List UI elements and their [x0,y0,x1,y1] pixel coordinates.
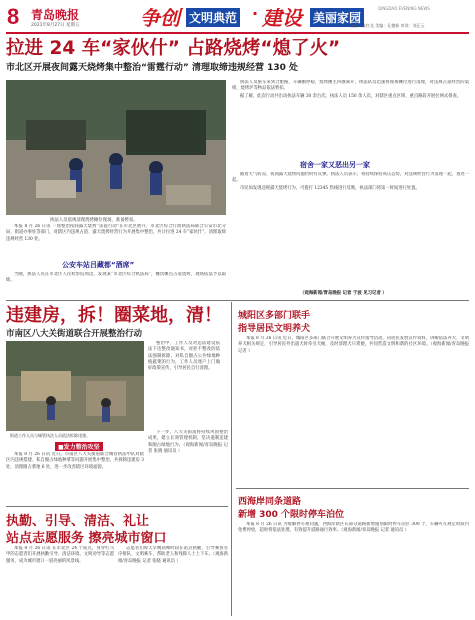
banner-right-a: 建设 [262,6,302,30]
page-number: 8 [7,4,20,29]
story1-subhead: 公安车站吕藏都“酒席” [62,261,135,269]
story2-col3-text: 下一步，八大关街道将持续巩固整治成果，建立长效管理机制，坚决遏制违建和圈占绿地行为。（观海新闻/青岛晚报 记者 张晓 通讯员 ） [148,430,228,454]
vertical-divider [231,302,232,616]
story5-subheadline: 新增 300 个限时停车泊位 [238,510,345,520]
story1-col2-para2: 据了解，此次行动共出动执法车辆 30 余台次，执法人员 150 余人次，对辖区重点区域、重点路段开展拉网式排查。 [240,93,462,99]
story5-headline: 西海岸同条道路 [238,497,302,507]
story2-label: ■发力整治攻坚 [55,442,103,451]
paper-name: 青岛晚报 [31,8,80,22]
story1-intro [6,224,226,256]
story1-col2-para1: 执法人员驱车来到合肥路，车辆刚停稳，烧烤摊主四散离开，执法队员迅速将现场摊位进行清理，对违规占道经营的桌椅、烧烤炉等物品依法暂扣。 [232,80,469,92]
story1-photo [6,80,226,215]
story3-headline: 执勤、引导、清洁、礼让 [6,514,150,529]
story3-col1 [6,546,114,616]
story4-body [238,336,469,486]
banner-sep: · [252,4,259,23]
story1-subheadline: 市北区开展夜间露天烧烤集中整治“雷霆行动” 清理取缔违规经营 130 处 [6,63,299,73]
story2-col2-text: 整治中，工作人员对违法建设依法下达整改通知书，对拒不整改的依法强制拆除。对私自圈占公共绿地种植蔬菜的行为，工作人员逐户上门做好政策宣传，引导居民自行清理。 [148,341,220,372]
story2-subheadline: 市南区八大关街道联合开展整治行动 [6,329,143,339]
story1-photo-caption: 执法人员依规清理烧烤摊位现场，准备暂扣。 [50,218,138,223]
story4-headline: 城阳区多部门联手 [238,311,311,321]
story1-col2-top [232,80,469,160]
story3-col2-text: 志愿者们每天早晚高峰时段在站点执勤，引导乘客有序排队、文明乘车，帮助老人和残障人士上下车。（观海新闻/青岛晚报 记者 张晓 通讯员 ） [118,546,228,564]
story1-para2 [6,272,226,298]
divider-1 [6,300,469,301]
story5-body-text: 本报 8 月 26 日讯 为缓解停车难问题，西海岸新区在部分道路新增施划限时停车泊位 300 个，车辆可在规定时段内免费停放，超时将依法处理，有效提升道路通行效率。（观海新闻/青岛晚报 记者 通讯员 ） [238,522,469,534]
banner-left: 争创 [140,6,180,30]
banner-mid: 文明典范 [186,8,240,27]
story1-para2-text: 当晚，执法人员在市北区人民检察院周边，发现某“市北区综合执法局”，餐饮摊点占道烧烤，现场依法予以取缔。 [6,272,226,284]
street-scene-illustration [6,80,226,215]
story2-col1 [6,452,144,502]
demolition-scene-illustration [6,341,144,431]
masthead [0,0,475,32]
story1-headline: 拉进 24 车“家伙什” 占路烧烤“熄了火” [6,38,341,59]
story1-col2-para4: 市民如发现违规露天烧烤行为，可拨打 12345 热线进行反映，执法部门将第一时间进行处置。 [240,185,420,191]
story4-body-text: 本报 8 月 26 日讯 近日，城阳区多部门联合开展文明养犬宣传指导活动，向居民发放宣传资料，讲解依法养犬、文明养犬相关规定，引导居民外出遛犬时牵引犬绳、及时清理犬只粪便，共同营造文明和谐的社区环境。（观海新闻/青岛晚报 记者 ） [238,336,469,354]
story2-photo [6,341,144,431]
divider-3 [236,488,469,489]
story3-col1-text: 本报 8 月 26 日讯 在市北区 24 个站点，身穿红马甲的志愿者们开展执勤引导、清洁环境、文明劝导等志愿服务，成为城市窗口一道亮丽的风景线。 [6,546,114,564]
story1-col2-bottom [232,172,469,282]
story3-subheadline: 站点志愿服务 擦亮城市窗口 [6,531,167,546]
divider-2 [6,506,228,507]
banner [128,2,473,30]
story3-col2 [118,546,228,616]
story1-inner-subhead: 宿舍一家又恶出另一家 [300,161,370,169]
story2-col3-wrap [148,430,228,502]
story1-intro-text: 本报 8 月 26 日讯 一场整治夜间露天烧烤“雷霆行动”在市北区展开，市北区综合行政执法局联合公安市北分局、街道办事处等部门，对辖区内违规占道、露天烧烤经营行为开展集中整治，共计拉进 24 车“家伙什”，清理取缔违规经营 130 处。 [6,224,226,242]
story2-photo-caption: 街道工作人员与城管执法人员依法拆除违建。 [10,433,90,438]
story4-subheadline: 指导居民文明养犬 [238,324,311,334]
story5-body [238,522,469,616]
story1-col2-para3: 随着天气转凉，夜间露天烧烤问题仍时有反弹。执法人员表示，将持续保持高压态势，对违规经营行为发现一起、查处一起。 [232,172,469,184]
masthead-rule [6,32,469,34]
banner-right-b: 美丽家园 [310,8,364,27]
banner-pinyin: QINGDAO EVENING NEWS [378,6,430,11]
story2-col1-text: 本报 8 月 26 日讯 近日，市南区八大关街道联合城管执法中队对辖区内违规搭建、私自圈占绿地种菜等问题开展集中整治，共拆除违建房 3 处，清理圈占菜地 6 处，进一步改善辖区环境面貌。 [6,452,144,470]
story1-byline: （观海新闻/青岛晚报 记者 于波 见习记者 ） [300,291,387,296]
editor-line: 责编：张红光 美编：孔德新 审读：刘正云 [350,23,425,28]
story2-headline: 违建房，拆！圈菜地，清！ [6,305,222,326]
issue-date: 2021年8月27日 星期五 [31,23,80,28]
